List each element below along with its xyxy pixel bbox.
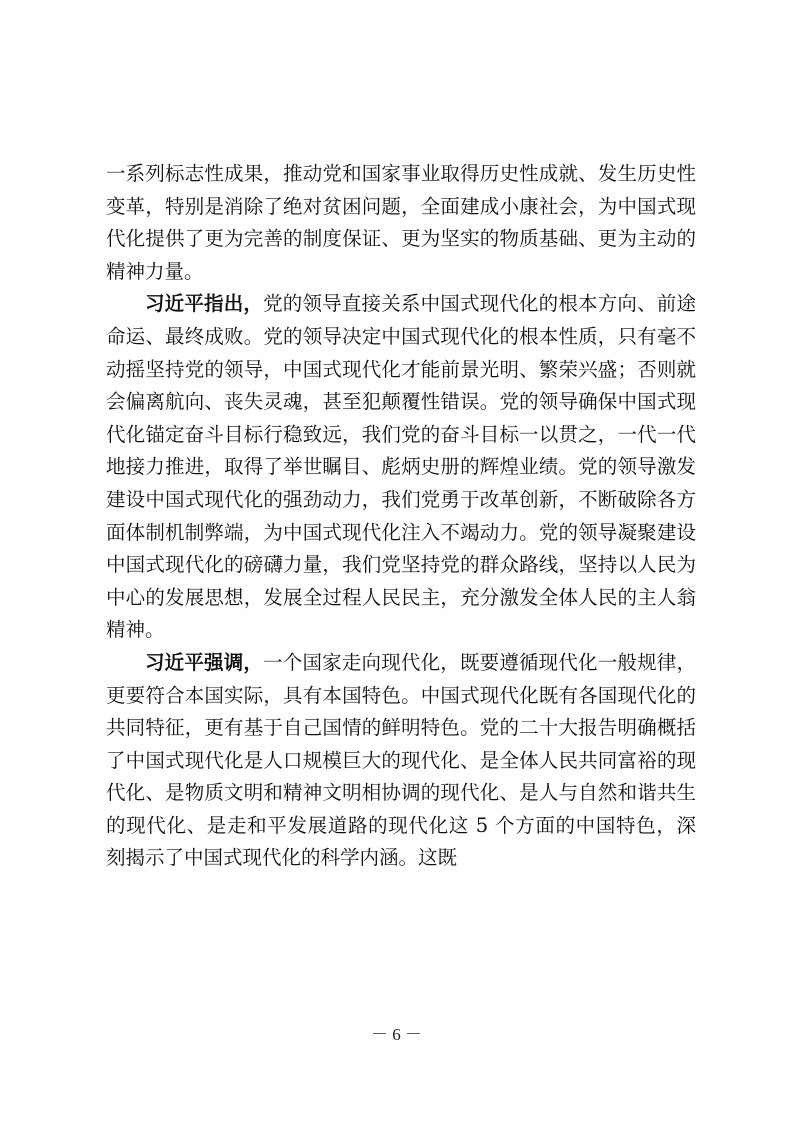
paragraph-2-lead: 习近平指出， (145, 292, 264, 316)
paragraph-1 (106, 158, 696, 288)
page-number: － 6 － (371, 1025, 422, 1044)
paragraph-3-text: 一个国家走向现代化，既要遵循现代化一般规律，更要符合本国实际，具有本国特色。中国式现代化既有各国现代化的共同特征，更有基于自己国情的鲜明特色。党的二十大报告明确概括了中国式现代化是人口规模巨大的现代化、是全体人民共同富裕的现代化、是物质文明和精神文明相协调的现代化、是人与自然和谐共生的现代化、是走和平发展道路的现代化这 5 个方面的中国特色，深刻揭示了中国式现代化的科学内涵。这既 (106, 650, 696, 870)
paragraph-2 (106, 288, 696, 647)
paragraph-3-lead: 习近平强调， (145, 650, 264, 674)
paragraph-3 (106, 647, 696, 875)
paragraph-1-text: 一系列标志性成果，推动党和国家事业取得历史性成就、发生历史性变革，特别是消除了绝对贫困问题，全面建成小康社会，为中国式现代化提供了更为完善的制度保证、更为坚实的物质基础、更为主动的精神力量。 (106, 162, 696, 283)
paragraph-2-text: 党的领导直接关系中国式现代化的根本方向、前途命运、最终成败。党的领导决定中国式现代化的根本性质，只有毫不动摇坚持党的领导，中国式现代化才能前景光明、繁荣兴盛；否则就会偏离航向、丧失灵魂，甚至犯颠覆性错误。党的领导确保中国式现代化锚定奋斗目标行稳致远，我们党的奋斗目标一以贯之，一代一代地接力推进，取得了举世瞩目、彪炳史册的辉煌业绩。党的领导激发建设中国式现代化的强劲动力，我们党勇于改革创新，不断破除各方面体制机制弊端，为中国式现代化注入不竭动力。党的领导凝聚建设中国式现代化的磅礴力量，我们党坚持党的群众路线，坚持以人民为中心的发展思想，发展全过程人民民主，充分激发全体人民的主人翁精神。 (106, 292, 696, 642)
document-body (106, 158, 696, 875)
